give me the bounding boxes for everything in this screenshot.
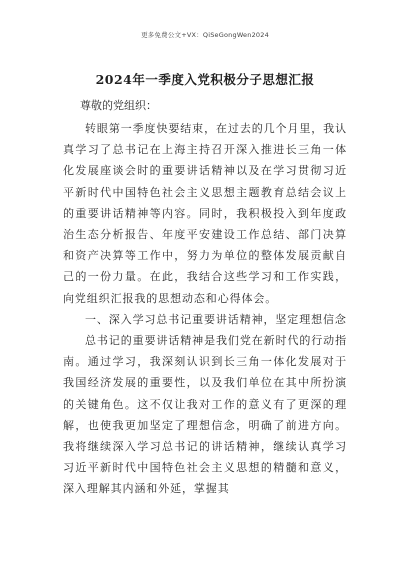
salutation: 尊敬的党组织： — [80, 99, 157, 112]
section-heading: 一、深入学习总书记重要讲话精神，坚定理想信念 — [85, 312, 347, 326]
body-paragraph: 总书记的重要讲话精神是我们党在新时代的行动指南。通过学习，我深刻认识到长三角一体化发展对于我国经济发展的重要性，以及我们单位在其中所扮演的关键角色。这不仅让我对工作的意义有了更深的理解，也使我更加坚定了理想信念，明确了前进方向。我将继续深入学习总书记的讲话精神，继续认真学习习近平新时代中国特色社会主义思想的精髓和意义，深入理解其内涵和外延，掌握其 — [63, 334, 347, 496]
document-body — [63, 118, 347, 500]
body-paragraph: 转眼第一季度快要结束，在过去的几个月里，我认真学习了总书记在上海主持召开深入推进长三角一体化发展座谈会时的重要讲话精神以及在学习贯彻习近平新时代中国特色社会主义思想主题教育总结会议上的重要讲话精神等内容。同时，我积极投入到年度政治生态分析报告、年度平安建设工作总结、部门决算和资产决算等工作中，努力为单位的整体发展贡献自己的一份力量。在此，我结合这些学习和工作实践，向党组织汇报我的思想动态和心得体会。 — [63, 122, 347, 305]
header-note: 更多免费公文+VX：QiSeGongWen2024 — [141, 31, 269, 39]
document-title: 2024年一季度入党积极分子思想汇报 — [95, 72, 315, 87]
